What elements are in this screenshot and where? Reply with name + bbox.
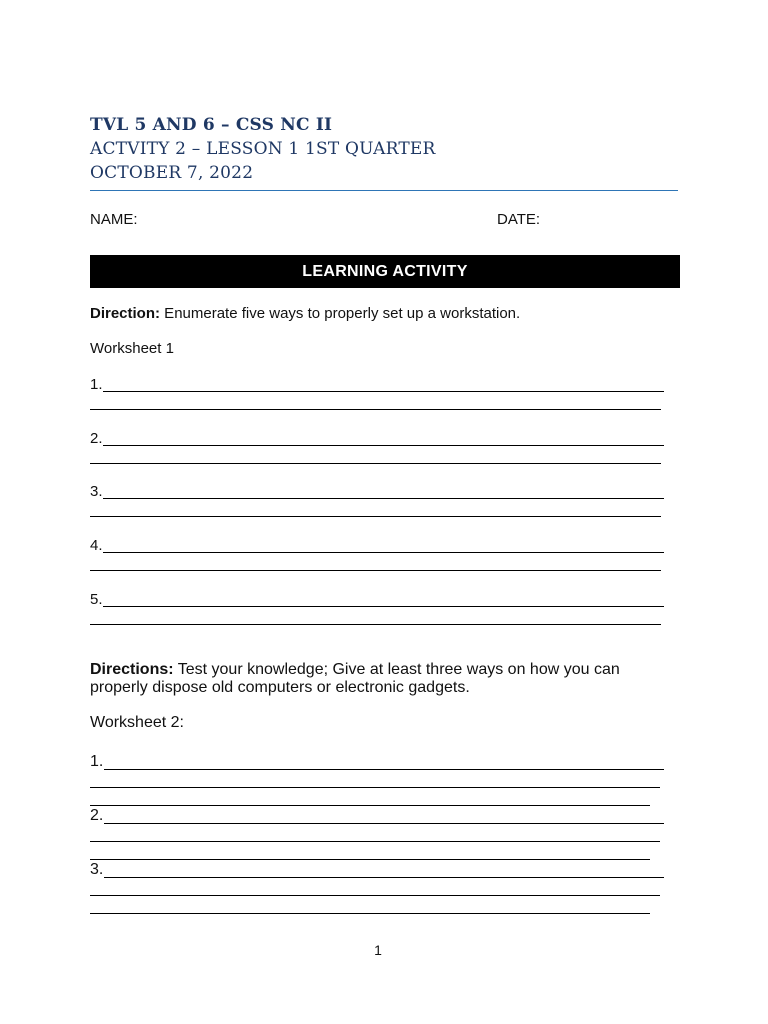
learning-activity-banner bbox=[90, 255, 680, 288]
direction-2-label: Directions: bbox=[90, 661, 174, 678]
answer-line[interactable] bbox=[90, 516, 661, 517]
answer-line[interactable] bbox=[103, 391, 664, 392]
answer-line[interactable] bbox=[103, 606, 664, 607]
name-label: NAME: bbox=[90, 211, 138, 228]
activity-title: ACTVITY 2 – LESSON 1 1ST QUARTER bbox=[90, 139, 436, 159]
answer-line[interactable] bbox=[90, 624, 661, 625]
direction-1 bbox=[90, 305, 680, 323]
answer-line[interactable] bbox=[90, 841, 660, 842]
answer-line[interactable] bbox=[90, 409, 661, 410]
answer-line[interactable] bbox=[90, 895, 660, 896]
worksheet-1-item-3-number: 3. bbox=[90, 483, 103, 500]
answer-line[interactable] bbox=[90, 859, 650, 860]
answer-line[interactable] bbox=[104, 769, 664, 770]
answer-line[interactable] bbox=[103, 552, 664, 553]
page-number: 1 bbox=[374, 942, 382, 958]
worksheet-1-item-4-number: 4. bbox=[90, 537, 103, 554]
header-divider bbox=[90, 190, 678, 191]
worksheet-2-title: Worksheet 2: bbox=[90, 714, 184, 731]
date-label: DATE: bbox=[497, 211, 541, 228]
worksheet-1-item-1-number: 1. bbox=[90, 376, 103, 393]
direction-2 bbox=[90, 661, 680, 697]
answer-line[interactable] bbox=[90, 463, 661, 464]
worksheet-2-item-3-number: 3. bbox=[90, 861, 104, 878]
worksheet-1-item-5-number: 5. bbox=[90, 591, 103, 608]
banner-title: LEARNING ACTIVITY bbox=[302, 262, 468, 280]
direction-2-text: Test your knowledge; Give at least three ways on how you can properly dispose old computers or electronic gadgets. bbox=[90, 661, 620, 696]
answer-line[interactable] bbox=[90, 805, 650, 806]
worksheet-2-item-1-number: 1. bbox=[90, 753, 104, 770]
answer-line[interactable] bbox=[103, 498, 664, 499]
answer-line[interactable] bbox=[90, 787, 660, 788]
answer-line[interactable] bbox=[103, 445, 664, 446]
activity-date: OCTOBER 7, 2022 bbox=[90, 163, 254, 183]
worksheet-2-item-2-number: 2. bbox=[90, 807, 104, 824]
worksheet-1-title: Worksheet 1 bbox=[90, 340, 174, 357]
answer-line[interactable] bbox=[104, 823, 664, 824]
answer-line[interactable] bbox=[90, 570, 661, 571]
answer-line[interactable] bbox=[90, 913, 650, 914]
direction-1-text: Enumerate five ways to properly set up a workstation. bbox=[160, 305, 521, 322]
direction-1-label: Direction: bbox=[90, 305, 161, 322]
worksheet-1-item-2-number: 2. bbox=[90, 430, 103, 447]
course-title: TVL 5 AND 6 – CSS NC II bbox=[90, 115, 333, 135]
answer-line[interactable] bbox=[104, 877, 664, 878]
